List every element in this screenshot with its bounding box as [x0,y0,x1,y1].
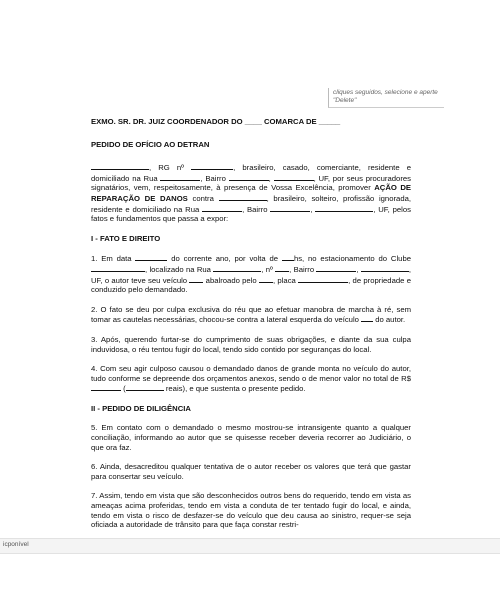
blank-field [259,275,273,283]
blank-field [229,173,269,181]
blank-field [213,264,261,272]
blank-field [298,275,348,283]
status-bar [0,538,500,554]
blank-field [219,193,267,201]
document-header: EXMO. SR. DR. JUIZ COORDENADOR DO ____ COMARCA DE _____ [91,117,341,126]
blank-field [315,204,373,212]
document-title: PEDIDO DE OFÍCIO AO DETRAN [91,139,210,149]
hint-tooltip: cliques seguidos, selecione e aperte "Delete" [328,88,444,108]
status-label: icponível [3,541,29,548]
blank-field [191,162,233,170]
blank-field [91,383,121,391]
blank-field [282,253,294,261]
blank-field [189,275,203,283]
action-name: AÇÃO DE REPARAÇÃO DE DANOS [91,183,412,203]
blank-field [91,264,145,272]
blank-field [274,173,314,181]
blank-field [160,173,200,181]
item-3: 3. Após, querendo furtar-se do cumprimento de suas obrigações, e diante da sua culpa induvidosa, o réu tentou fugir do local, tendo sido contido por seguranças do local. [91,334,411,354]
blank-field [91,162,149,170]
blank-field [361,314,373,322]
document-body[interactable] [91,117,411,540]
item-4: 4. Com seu agir culposo causou o demandado danos de grande monta no veículo do autor, tudo conforme se depreende dos orçamentos anexos, sendo o de menor valor no total de R$ ( reais), e que sustenta o presente pedido. [91,364,411,394]
blank-field [270,204,310,212]
item-2: 2. O fato se deu por culpa exclusiva do réu que ao efetuar manobra de marcha à ré, sem tomar as cautelas necessárias, chocou-se contra a lateral esquerda do veículo do autor. [91,304,411,325]
item-5: 5. Em contato com o demandado o mesmo mostrou-se intransigente quanto a qualquer conciliação, informando ao autor que se quisesse receber deveria recorrer ao Judiciário, o que ora faz. [91,423,411,452]
blank-field [202,204,242,212]
blank-field [126,383,164,391]
item-6: 6. Ainda, desacreditou qualquer tentativa de o autor receber os valores que terá que gastar para consertar seu veículo. [91,462,411,481]
section-heading-diligencia: II - PEDIDO DE DILIGÊNCIA [91,403,191,413]
blank-field [135,253,167,261]
blank-field [316,264,356,272]
intro-paragraph: , RG nº , brasileiro, casado, comerciante, residente e domiciliado na Rua , Bairro , , UF, por seus procuradores signatários, vem, respeitosamente, à presença de Vossa Excelência, promover AÇÃO DE REPARAÇÃO DE DANOS contra , brasileiro, solteiro, profissão ignorada, residente e domiciliado na Rua , Bairro , , UF, pelos fatos e fundamentos que passa a expor: [91,163,412,224]
blank-field [275,264,289,272]
section-heading-fato: I - FATO E DIREITO [91,233,161,243]
blank-field [361,264,409,272]
item-1: 1. Em data do corrente ano, por volta de hs, no estacionamento do Clube , localizado na Rua , nº , Bairro , , UF, o autor teve seu veículo abalroado pelo , placa , de propriedade e conduzido pelo demandado. [91,254,412,295]
item-7: 7. Assim, tendo em vista que são desconhecidos outros bens do requerido, tendo em vista as ameaças acima proferidas, tendo em vista a conduta de ter tentado fugir do local, e ainda, tendo em vista o risco de desfazer-se do veículo que deu causa ao sinistro, requer-se seja oficiada a autoridade de trânsito para que faça constar restri- [91,491,411,530]
